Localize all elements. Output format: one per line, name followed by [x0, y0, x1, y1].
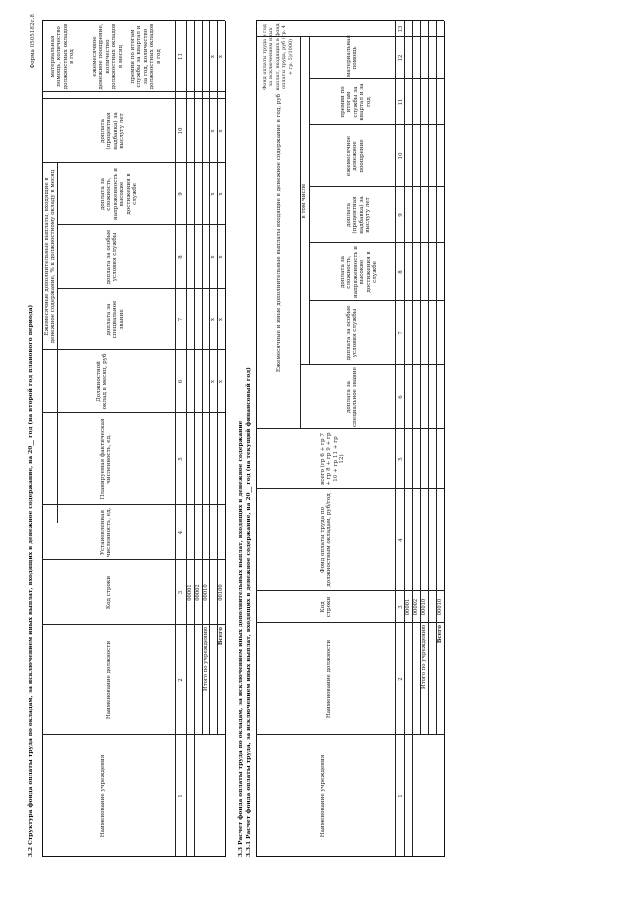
row-code: 00002 [195, 584, 201, 601]
x-mark: x [210, 318, 216, 321]
x-mark: x [210, 192, 216, 196]
colnum-3: 3 [178, 590, 184, 595]
colnum-2: 2 [178, 678, 184, 682]
header-special-conditions: доплата за особые условия службы [106, 229, 119, 285]
row-code: 00001 [187, 584, 193, 601]
total-institution-label: Итого по учреждению [421, 625, 427, 689]
grand-total-label: Всего [218, 627, 224, 646]
header-extras-group: Ежемесячные и иные дополнительные выплаты входящие в денежное содержание в год, руб [276, 93, 282, 373]
x-mark: x [218, 129, 224, 133]
colnum-9: 9 [398, 213, 404, 217]
colnum-2: 2 [398, 677, 404, 681]
colnum-13: 13 [398, 25, 404, 33]
header-special-rank: доплата за специальное звание [346, 367, 359, 427]
header-material-aid: материальная помощь [346, 35, 359, 77]
row-code: 00010 [421, 598, 427, 616]
row-code: 00002 [413, 598, 419, 616]
header-monthly-bonus: ежемесячное денежное поощрение, количество должностных окладов в месяц [92, 23, 124, 90]
header-special-rank: доплата за специальное звание [106, 300, 125, 339]
header-position: Наименование должности [106, 640, 112, 720]
colnum-8: 8 [398, 270, 404, 274]
x-mark: x [210, 255, 216, 259]
section-3-3-title: 3.3 Расчет фонда оплаты труда по окладам, за исключением иных дополнительных выплат, входящих в денежное содержание [238, 420, 244, 857]
colnum-11: 11 [398, 98, 404, 106]
section-3-2-title: 3.2 Структура фонда оплаты труда по окладам, за исключением иных выплат, входящих в денежное содержание, на 20__ год (на второй год планового периода) [28, 304, 34, 857]
header-seniority: доплата (процентная надбавка) за выслугу лет [346, 196, 372, 234]
x-mark: x [210, 380, 216, 383]
header-position: Наименование должности [326, 639, 332, 719]
header-special-conditions: доплата за особые условия службы [346, 305, 359, 361]
colnum-10: 10 [398, 152, 404, 160]
colnum-1: 1 [178, 794, 184, 798]
header-complexity: доплата за сложность, напряженность и высокие достижения в службе [340, 246, 379, 298]
header-quarterly-bonus: премии по итогам службы за квартал и за год, количество должностных окладов в год [130, 23, 162, 90]
colnum-4: 4 [178, 530, 184, 535]
row-code: 00100 [218, 584, 224, 601]
colnum-1: 1 [398, 794, 404, 798]
header-monthly-bonus: ежемесячное денежное поощрение [346, 135, 365, 177]
header-complexity: доплата за сложность, напряженность и высокие достижения в службе [100, 168, 139, 220]
header-planned-staff: Планируемая фактическая численность, ед. [100, 418, 113, 500]
colnum-3: 3 [398, 605, 404, 609]
colnum-11: 11 [178, 53, 184, 60]
x-mark: x [218, 318, 224, 321]
x-mark: x [218, 192, 224, 196]
header-material-aid: материальная помощь, количество должностных окладов в год [50, 23, 76, 90]
x-mark: x [218, 255, 224, 259]
row-code: 00010 [203, 584, 209, 601]
colnum-9: 9 [178, 192, 184, 196]
header-quarterly-bonus: премии по итогам службы за квартал и за год [340, 83, 372, 121]
colnum-8: 8 [178, 255, 184, 259]
colnum-5: 5 [178, 457, 184, 461]
header-monthly-extra-group: Ежемесячные дополнительные выплаты, входящие в денежное содержание, % к должностному окладу в месяц [44, 169, 57, 344]
x-mark: x [218, 55, 224, 58]
header-established-staff: Установленная численность, ед. [100, 507, 113, 558]
colnum-4: 4 [398, 538, 404, 542]
section-3-3-subtitle: 3.3.1 Расчет фонда оплаты труда, за исключением иных выплат, входящих в денежное содержание, на 20__ год (на текущий финансовый год) [246, 367, 252, 857]
header-institution: Наименование учреждения [100, 754, 106, 838]
header-institution: Наименование учреждения [320, 754, 326, 838]
colnum-6: 6 [398, 395, 404, 399]
header-salary-fund: Фонд оплаты труда по должностным окладам, руб/год [320, 493, 333, 587]
header-row-code: Код строки [106, 575, 112, 610]
form-number: Форма 0505182с.8 [30, 14, 36, 69]
header-seniority: доплата (процентная надбавка) за выслугу лет [100, 112, 126, 150]
header-in-that: в том числе [301, 183, 307, 219]
x-mark: x [210, 55, 216, 58]
colnum-6: 6 [178, 379, 184, 384]
total-institution-label: Итого по учреждению [203, 627, 209, 691]
x-mark: x [218, 380, 224, 383]
colnum-7: 7 [398, 331, 404, 335]
colnum-5: 5 [398, 457, 404, 461]
header-annual-fund: Фонд оплаты труда в год за исключением иных выплат, входящих в фонд оплаты труда, руб (гр. 4 + гр. 5)/1000) [262, 23, 294, 91]
colnum-10: 10 [178, 127, 184, 135]
x-mark: x [210, 129, 216, 133]
header-salary: Должностной оклад в месяц, руб [96, 353, 109, 410]
header-bonus-group [92, 23, 124, 90]
row-code: 00001 [405, 598, 411, 616]
row-code: 00010 [437, 598, 443, 616]
colnum-7: 7 [178, 317, 184, 322]
header-row-code: Код строки [320, 596, 333, 618]
grand-total-label: Всего [437, 625, 443, 644]
header-extras-total: всего (гр 6 + гр 7 + гр 8 + гр 9 + гр 10 + гр 11 + гр 12) [320, 432, 346, 486]
colnum-12: 12 [398, 54, 404, 62]
